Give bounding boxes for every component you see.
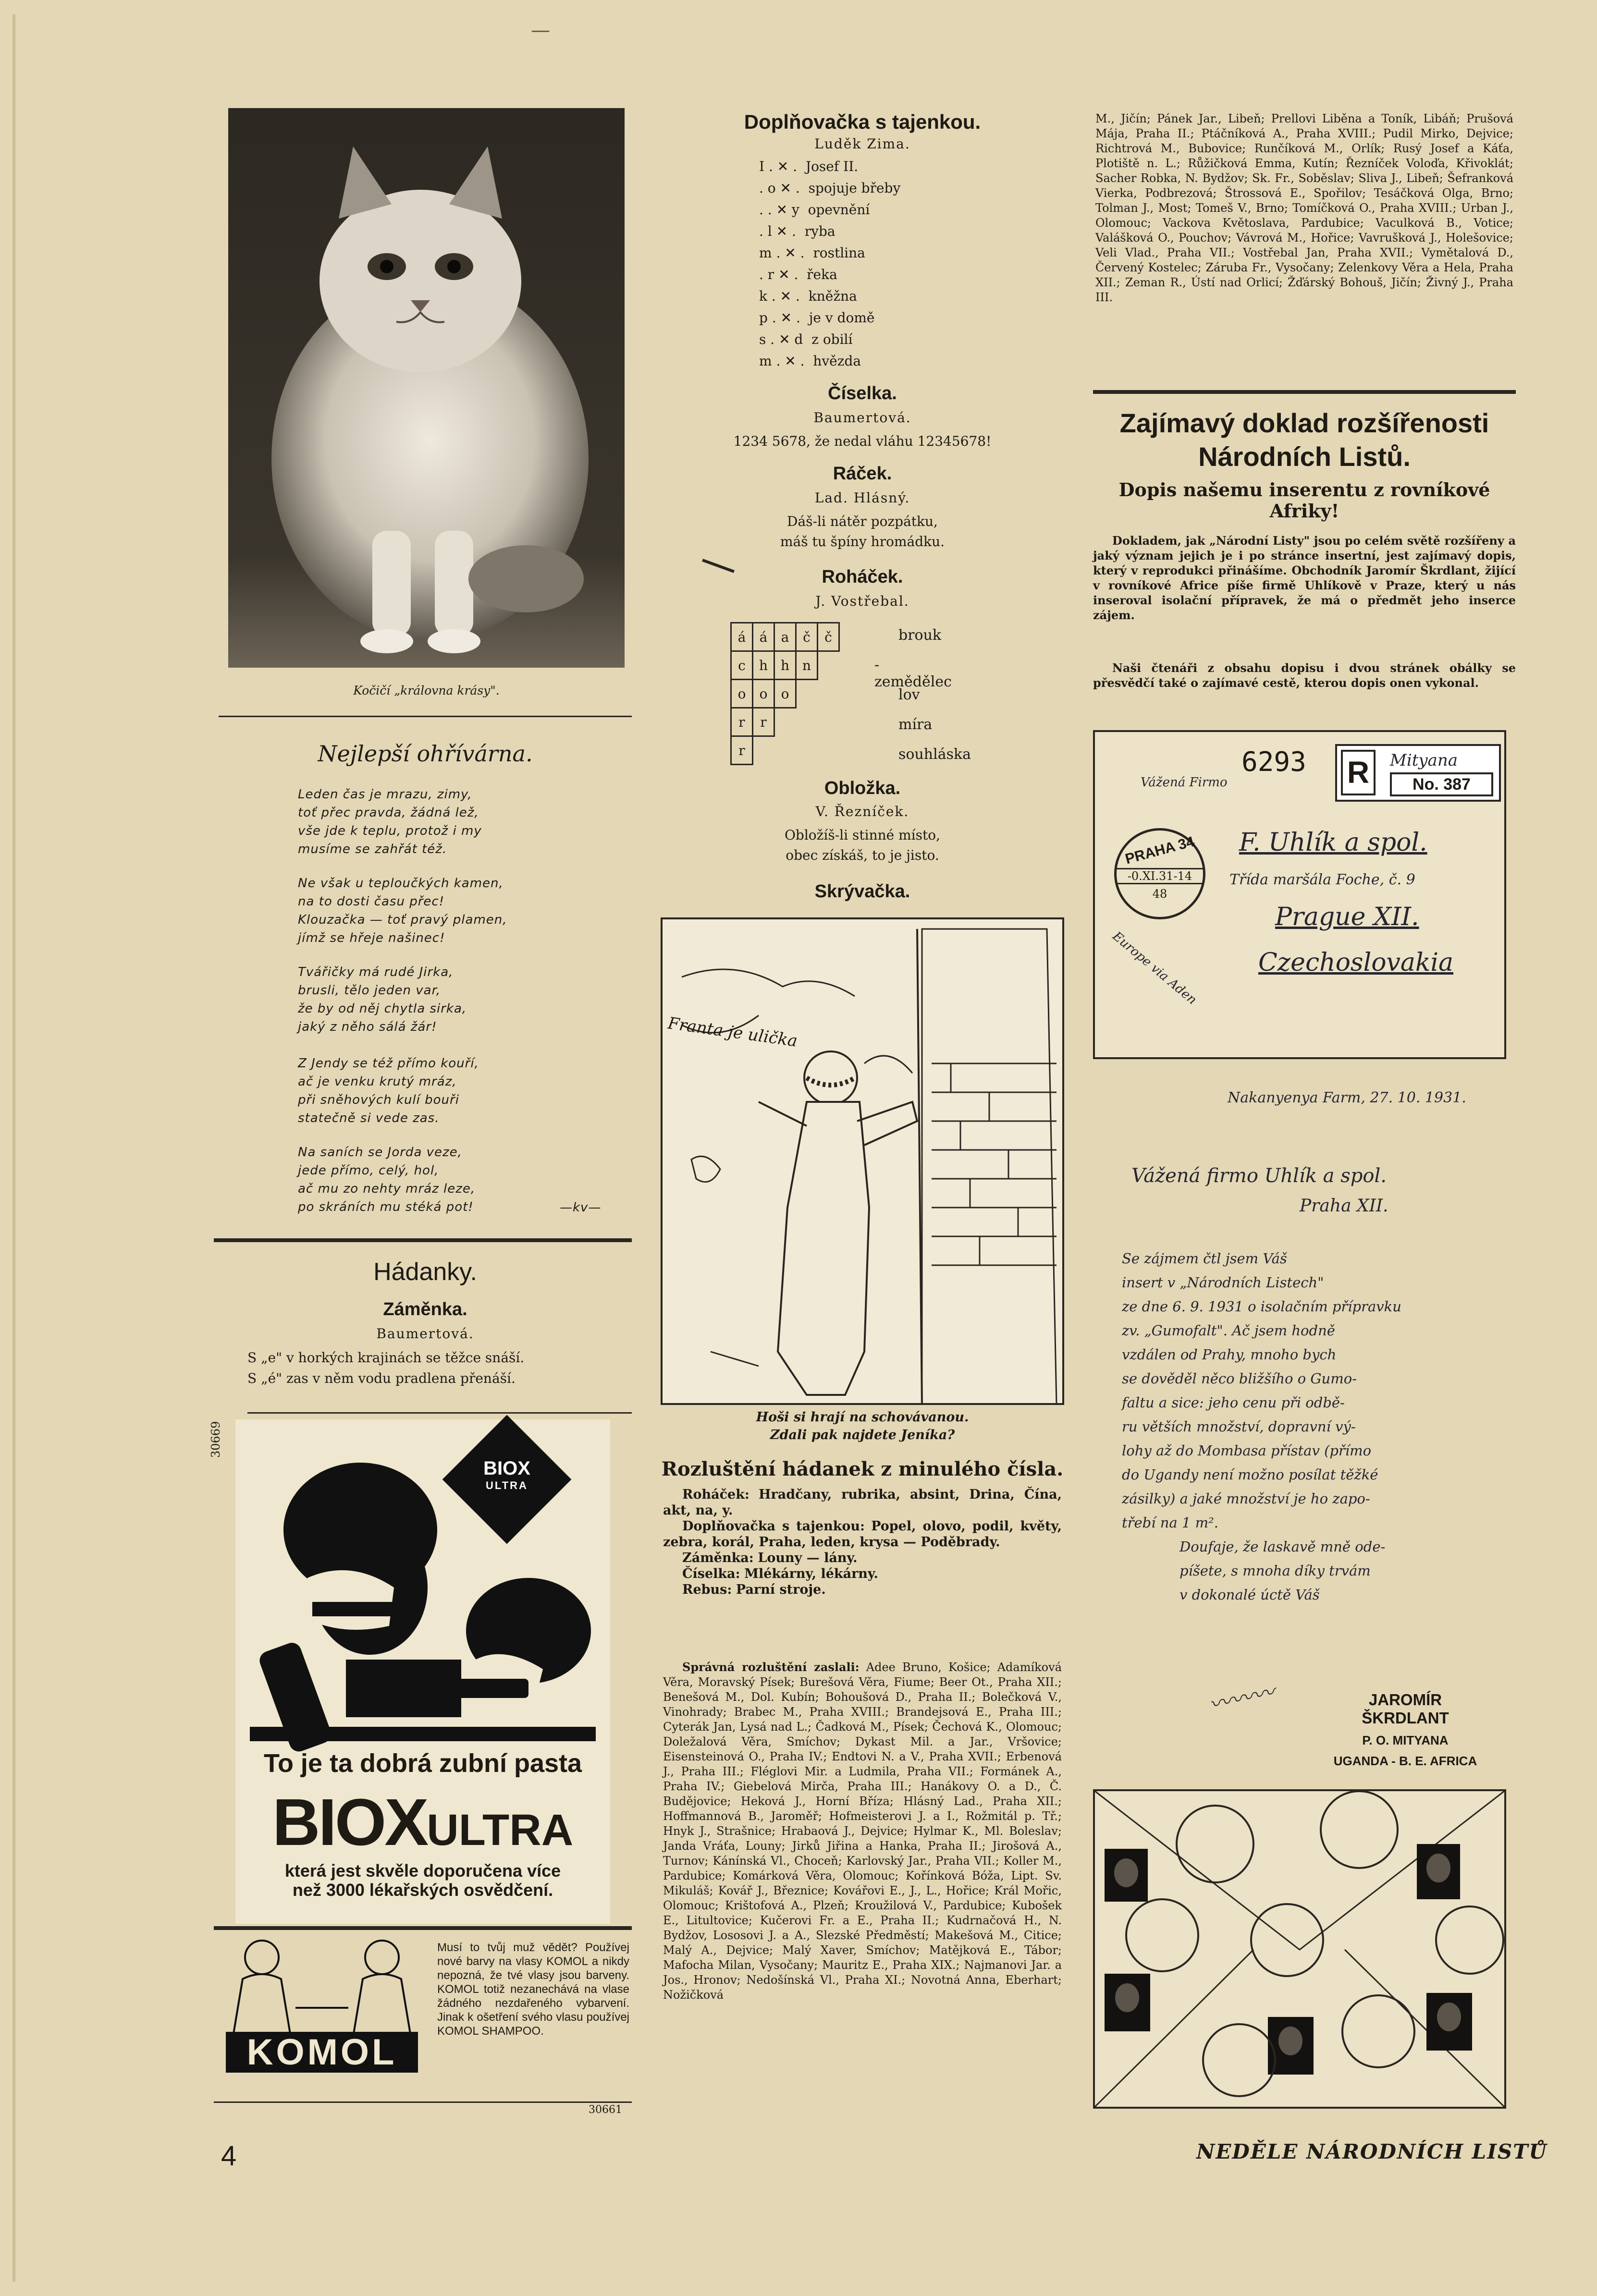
grid-cell: č <box>796 623 818 651</box>
envelope-side-note: Europe via Aden <box>1109 929 1200 1008</box>
rohacek-table <box>730 622 840 765</box>
grid-empty <box>796 680 818 708</box>
envelope-back <box>1093 1789 1506 2109</box>
envelope-address: Prague XII. <box>1275 903 1419 931</box>
biox-brand-sub: ULTRA <box>427 1806 574 1855</box>
envelope-address: Czechoslovakia <box>1258 948 1454 977</box>
grid-cell: n <box>796 651 818 680</box>
poem-stanza: Z Jendy se též přímo kouří, ač je venku krutý mráz, při sněhových kulí bouři statečně si vede zas. <box>298 1056 479 1125</box>
cat-photo <box>228 108 625 668</box>
row-cells: m . ✕ . <box>759 245 809 261</box>
headline-2: Národních Listů. <box>1198 441 1411 472</box>
skryvacka-drawing <box>663 919 1064 1405</box>
stamp-name: JAROMÍR ŠKRDLANT <box>1362 1691 1449 1727</box>
grid-cell: č <box>818 623 839 651</box>
poem-title: Nejlepší ohřívárna. <box>318 741 533 767</box>
envelope-address: Třída maršála Foche, č. 9 <box>1229 871 1415 888</box>
grid-cell: o <box>731 680 753 708</box>
grid-empty <box>774 708 796 736</box>
ciselka-text: 1234 5678, že nedal vláhu 12345678! <box>733 433 992 449</box>
solutions-title: Rozluštění hádanek z minulého čísla. <box>661 1458 1064 1480</box>
poem-stanza: Leden čas je mrazu, zimy, toť přec pravda, žádná lež, vše jde k teplu, protož i my musíme se zahřát též. <box>298 787 482 856</box>
solution-label: Záměnka: <box>682 1551 754 1565</box>
rohacek-clue: lov <box>898 686 920 703</box>
row-cells: . r ✕ . <box>759 267 803 282</box>
correct-solvers <box>663 1660 1062 2003</box>
letter-greeting: Vážená firmo Uhlík a spol. <box>1131 1165 1387 1187</box>
doplnovacka-author: Luděk Zima. <box>814 136 910 152</box>
zamenka-title: Záměnka. <box>383 1299 467 1319</box>
zamenka-author: Baumertová. <box>376 1326 474 1342</box>
oblozka-text: Obložíš-li stinné místo, obec získáš, to je jisto. <box>784 827 941 863</box>
biox-brand <box>235 1784 610 1861</box>
poem-stanza: Ne však u teploučkých kamen, na to dosti času přec! Klouzačka — toť pravý plamen, jímž se hřeje našinec! <box>298 876 507 945</box>
oblozka-title: Obložka. <box>824 778 901 798</box>
row-clue: opevnění <box>808 202 870 218</box>
grid-cell: á <box>731 623 753 651</box>
solution-text: Hradčany, rubrika, absint, Drina, Čína, akt, na, y. <box>663 1487 1062 1518</box>
stamps-illustration <box>1095 1791 1504 2107</box>
footer-title: NEDĚLE NÁRODNÍCH LISTŮ <box>1196 2140 1548 2163</box>
letter-date: Nakanyenya Farm, 27. 10. 1931. <box>1228 1089 1466 1106</box>
solution-item <box>663 1550 1062 1566</box>
doplnovacka-row <box>759 331 852 347</box>
grid-cell: á <box>753 623 774 651</box>
rohacek-clue: brouk <box>898 627 942 644</box>
solution-item <box>663 1518 1062 1550</box>
grid-empty <box>774 736 796 765</box>
row-clue: kněžna <box>808 288 857 304</box>
komol-ad <box>223 1936 629 2116</box>
solution-label: Rebus: <box>682 1582 732 1597</box>
postmark-num: 48 <box>1152 887 1167 901</box>
grid-cell: a <box>774 623 796 651</box>
grid-cell: r <box>731 736 753 765</box>
rohacek-row <box>731 623 839 651</box>
row-clue: je v domě <box>809 310 875 326</box>
rohacek-grid <box>730 622 971 765</box>
row-clue: rostlina <box>813 245 865 261</box>
correct-label: Správná rozluštění zaslali: <box>682 1660 860 1674</box>
skryvacka-caption: Hoši si hrají na schovávanou. Zdali pak najdete Jeníka? <box>756 1410 969 1442</box>
divider-thick <box>214 1926 632 1930</box>
poem-signature: —kv— <box>560 1200 602 1215</box>
envelope-salutation: Vážená Firmo <box>1141 775 1228 790</box>
row-clue: hvězda <box>813 353 861 369</box>
rohacek-clue: míra <box>898 716 933 733</box>
envelope <box>1093 730 1506 1059</box>
postmark-city: PRAHA 34 <box>1123 833 1196 867</box>
grid-empty <box>796 708 818 736</box>
stamp-box: P. O. MITYANA <box>1362 1733 1449 1747</box>
row-clue: Josef II. <box>805 159 859 174</box>
riddles-title: Hádanky. <box>373 1258 477 1286</box>
solution-text: Louny — lány. <box>758 1551 858 1565</box>
grid-empty <box>818 736 839 765</box>
biox-badge-line: ULTRA <box>486 1479 528 1491</box>
registered-no: No. 387 <box>1390 772 1493 796</box>
grid-empty <box>818 651 839 680</box>
left-column <box>209 0 632 2296</box>
divider <box>247 1412 632 1414</box>
registered-r: R <box>1341 750 1376 795</box>
row-cells: I . ✕ . <box>759 159 801 174</box>
row-cells: m . ✕ . <box>759 353 809 369</box>
racek-title: Ráček. <box>833 464 892 484</box>
solution-item <box>663 1582 1062 1598</box>
rohacek-row <box>731 708 839 736</box>
row-cells: k . ✕ . <box>759 288 804 304</box>
row-cells: . . ✕ y <box>759 202 804 218</box>
article-body: Dokladem, jak „Národní Listy" jsou po celém světě rozšířeny a jaký význam jejich je i po stránce insertní, jest zajímavý dopis, který v reprodukci přinášíme. Obchodník Jaromír Škrdlant, žijící v rovníkové Africe píše firmě Uhlíkově v Praze, který u nás inseroval isolační přípravek, že má o předmět jeho inserce zájem. <box>1093 534 1516 622</box>
row-clue: spojuje břeby <box>808 180 901 196</box>
cat-illustration <box>228 108 625 668</box>
envelope-number: 6293 <box>1241 746 1306 778</box>
zamenka-line: S „e" v horkých krajinách se těžce snáší. <box>247 1350 525 1366</box>
grid-cell: h <box>774 651 796 680</box>
cat-caption: Kočičí „královna krásy". <box>353 684 500 697</box>
registered-place: Mityana <box>1390 751 1458 770</box>
zamenka-line: S „é" zas v něm vodu pradlena přenáší. <box>247 1370 516 1386</box>
solution-item <box>663 1566 1062 1582</box>
rohacek-row <box>731 736 839 765</box>
doplnovacka-row <box>759 353 861 369</box>
biox-badge-text <box>461 1458 553 1492</box>
grid-cell: o <box>753 680 774 708</box>
solutions-list <box>663 1487 1062 1598</box>
komol-logo: KOMOL <box>226 2032 418 2073</box>
ciselka-author: Baumertová. <box>813 410 911 426</box>
grid-cell: o <box>774 680 796 708</box>
biox-slogan: To je ta dobrá zubní pasta <box>263 1749 582 1778</box>
row-clue: řeka <box>807 267 837 282</box>
komol-text: Musí to tvůj muž vědět? Používej nové barvy na vlasy KOMOL a nikdy nepozná, že tvé vlasy jsou barveny. KOMOL totiž nezanechává na vlase žádného nezdařeného vybarvení. Jinak k ošetření svého vlasu používej KOMOL SHAMPOO. <box>437 1941 629 2038</box>
rohacek-clue: souhláska <box>898 746 971 763</box>
envelope-address: F. Uhlík a spol. <box>1239 828 1427 857</box>
biox-badge-line: BIOX <box>483 1458 530 1479</box>
rohacek-row <box>731 651 839 680</box>
doplnovacka-row <box>759 288 857 304</box>
solution-label: Doplňovačka s tajenkou: <box>682 1519 865 1534</box>
solution-item <box>663 1487 1062 1518</box>
letter-city: Praha XII. <box>1300 1196 1388 1216</box>
grid-empty <box>796 736 818 765</box>
grid-cell: h <box>753 651 774 680</box>
divider <box>219 716 632 717</box>
oblozka-author: V. Řezníček. <box>815 804 909 819</box>
correct-text: Adee Bruno, Košice; Adamíková Věra, Moravský Písek; Burešová Věra, Fiume; Beer Ot., Praha XII.; Benešová M., Dol. Kubín; Bohoušová D., Praha II.; Bolečková V., Vinohrady; Brabec M., Praha XVIII.; Brandejsová E., Praha III.; Cyterák Jan, Lysá nad L.; Čadková M., Písek; Čechová K., Olomouc; Doležalová Věra, Smíchov; Dykast Mil. a Jar., Vršovice; Eisensteinová O., Praha IV.; Endtovi N. a V., Praha XVII.; Erbenová J., Praha III.; Fléglovi Mir. a Ludmila, Praha VII.; Formánek A., Praha IV.; Giebelová Mirča, Praha III.; Hanákovy O. a D., Č. Budějovice; Heková J., Horní Bříza; Hlásný Lad., Praha XII.; Hoffmannová B., Jaroměř; Hofmeisterovi J. a I., Rožmitál p. Tř.; Hnyk J., Strašnice; Hrabaová J., Dejvice; Hylmar K., Ml. Boleslav; Janda Vráťa, Louny; Jirků Jiřina a Hanka, Praha II.; Jirošová A., Turnov; Kánínská Vl., Choceň; Karlovský Jar., Praha VII.; Koller M., Pardubice; Komárková Věra, Olomouc; Kořínková Bóža, Lipt. Sv. Mikuláš; Kovář J., Březnice; Kovářovi E., J., L., Hořice; Král Mořic, Olomouc; Krištofová A., Plzeň; Kroužilová V., Pardubice; Kubošek E., Litultovice; Kučerovi Fr. a E., Praha II.; Kudrnačová H., N. Bydžov, Lososovi J. a A., Slezské Předměstí; Makešová M., Citice; Malý A., Dejvice; Malý Xaver, Smíchov; Matějková E., Tábor; Mafocha Milan, Vysočany; Mauritz E., Praha XIX.; Najmanovi Jar. a Jos., Hronov; Nedošínská Vl., Praha XI.; Novotná Anna, Eberhart; Nožičková <box>663 1661 1062 2002</box>
skryvacka-picture <box>661 917 1064 1405</box>
solution-text: Mlékárny, lékárny. <box>744 1566 878 1581</box>
headline-1: Zajímavý doklad rozšířenosti <box>1119 408 1489 438</box>
row-clue: ryba <box>804 223 835 239</box>
ciselka-title: Číselka. <box>828 383 897 403</box>
racek-text: Dáš-li nátěr pozpátku, máš tu špíny hromádku. <box>780 513 945 550</box>
solution-text: Popel, olovo, podil, květy, zebra, korál, Praha, leden, krysa — Poděbrady. <box>663 1519 1062 1550</box>
row-cells: . l ✕ . <box>759 223 800 239</box>
postmark-date: -0.XI.31-14 <box>1117 868 1203 884</box>
grid-empty <box>818 708 839 736</box>
skryvacka-wall-text: Franta je ulička <box>666 1014 799 1051</box>
doplnovacka-row <box>759 202 870 218</box>
divider-thick <box>1093 390 1516 394</box>
doplnovacka-row <box>759 159 858 174</box>
divider <box>214 2101 632 2103</box>
row-cells: . o ✕ . <box>759 180 804 196</box>
doplnovacka-title: Doplňovačka s tajenkou. <box>744 110 981 133</box>
biox-brand-main: BIOX <box>272 1785 427 1859</box>
letter-body: Se zájmem čtl jsem Váš insert v „Národních Listech" ze dne 6. 9. 1931 o isolačním přípravku zv. „Gumofalt". Ač jsem hodně vzdálen od Prahy, mnoho bych se dověděl něco bližšího o Gumo- faltu a sice: jeho cenu při odbě- ru větších množství, dopravní vý- lohy až do Mombasa přístav (přímo do Ugandy není možno posílat těžké zásilky) a jaké množství je ho zapo- třebí na 1 m². <box>1122 1250 1401 1531</box>
solution-label: Číselka: <box>682 1566 740 1581</box>
right-column <box>1093 0 1516 2296</box>
solvers-continued: M., Jičín; Pánek Jar., Libeň; Prellovi Liběna a Toník, Libáň; Prušová Mája, Praha II.; Ptáčníková A., Praha XVIII.; Pudil Mirko, Dejvice; Richtrová M., Bubovice; Runčíková M., Orlík; Rusý Josef a Káťa, Plotiště n. L.; Růžičková Emma, Kutín; Řezníček Voloďa, Křivoklát; Sacher Robka, N. Bydžov; Sk. Fr., Soběslav; Sliva J., Libeň; Šefranková Vierka, Podbrezová; Štrossová E., Spořilov; Tesáčková Olga, Brno; Tolman J., Most; Tomeš V., Brno; Tomíčková O., Praha XVIII.; Urban J., Olomouc; Vackova Květoslava, Pardubice; Vaculková B., Votice; Valášková O., Pouchov; Vávrová M., Hořice; Vavrušková J., Holešovice; Veli Vlad., Praha VII.; Vostřebal Jan, Praha XVII.; Vymětalová D., Červený Kostelec; Záruba Fr., Vysočany; Zelenkovy Věra a Hela, Praha XII.; Zeman R., Ústí nad Orlicí; Žďárský Bohouš, Jičín; Živný J., Praha III. <box>1095 112 1513 304</box>
registered-label <box>1335 744 1501 802</box>
article-body: Naši čtenáři z obsahu dopisu i dvou stránek obálky se přesvědčí také o zajímavé cestě, kterou dopis onen vykonal. <box>1093 661 1516 690</box>
racek-author: Lad. Hlásný. <box>814 490 910 506</box>
grid-cell: r <box>731 708 753 736</box>
biox-claim: která jest skvěle doporučena více než 3000 lékařských osvědčení. <box>284 1861 561 1900</box>
ad-number: 30669 <box>209 1421 222 1458</box>
divider-thick <box>214 1238 632 1242</box>
row-cells: p . ✕ . <box>759 310 805 326</box>
solution-text: Parní stroje. <box>736 1582 826 1597</box>
doplnovacka-row <box>759 180 900 196</box>
doplnovacka-row <box>759 223 835 239</box>
doplnovacka-row <box>759 267 837 282</box>
rohacek-author: J. Vostřebal. <box>815 593 909 609</box>
biox-ad <box>235 1419 610 1924</box>
grid-cell: r <box>753 708 774 736</box>
poem-stanza: Tvářičky má rudé Jirka, brusli, tělo jeden var, že by od něj chytla sirka, jaký z něho sálá žár! <box>298 965 467 1034</box>
rubber-stamp <box>1326 1691 1485 1769</box>
rohacek-row <box>731 680 839 708</box>
stamp-country: UGANDA - B. E. AFRICA <box>1333 1754 1477 1768</box>
doplnovacka-row <box>759 245 865 261</box>
rohacek-title: Roháček. <box>822 567 903 587</box>
grid-empty <box>818 680 839 708</box>
top-mark: — <box>531 19 550 41</box>
row-cells: s . ✕ d <box>759 331 808 347</box>
rohacek-clue: -zemědělec <box>874 657 952 690</box>
grid-cell: c <box>731 651 753 680</box>
row-clue: z obilí <box>811 331 853 347</box>
letter-signature: 〰〰〰 <box>1206 1679 1277 1718</box>
grid-empty <box>753 736 774 765</box>
komol-number: 30661 <box>589 2104 622 2116</box>
doplnovacka-row <box>759 310 874 326</box>
skryvacka-title: Skrývačka. <box>814 881 910 902</box>
page-number: 4 <box>221 2140 237 2172</box>
subhead: Dopis našemu inserentu z rovníkové Afriky! <box>1118 479 1490 522</box>
solution-label: Roháček: <box>682 1487 749 1502</box>
postmark <box>1114 828 1205 919</box>
letter-close: Doufaje, že laskavě mně ode- píšete, s mnoha díky trvám v dokonalé úctě Váš <box>1179 1539 1386 1603</box>
poem-stanza: Na saních se Jorda veze, jede přímo, celý, hol, ač mu zo nehty mráz leze, po skráních mu stéká pot! <box>298 1145 476 1214</box>
middle-column <box>653 0 1071 2296</box>
